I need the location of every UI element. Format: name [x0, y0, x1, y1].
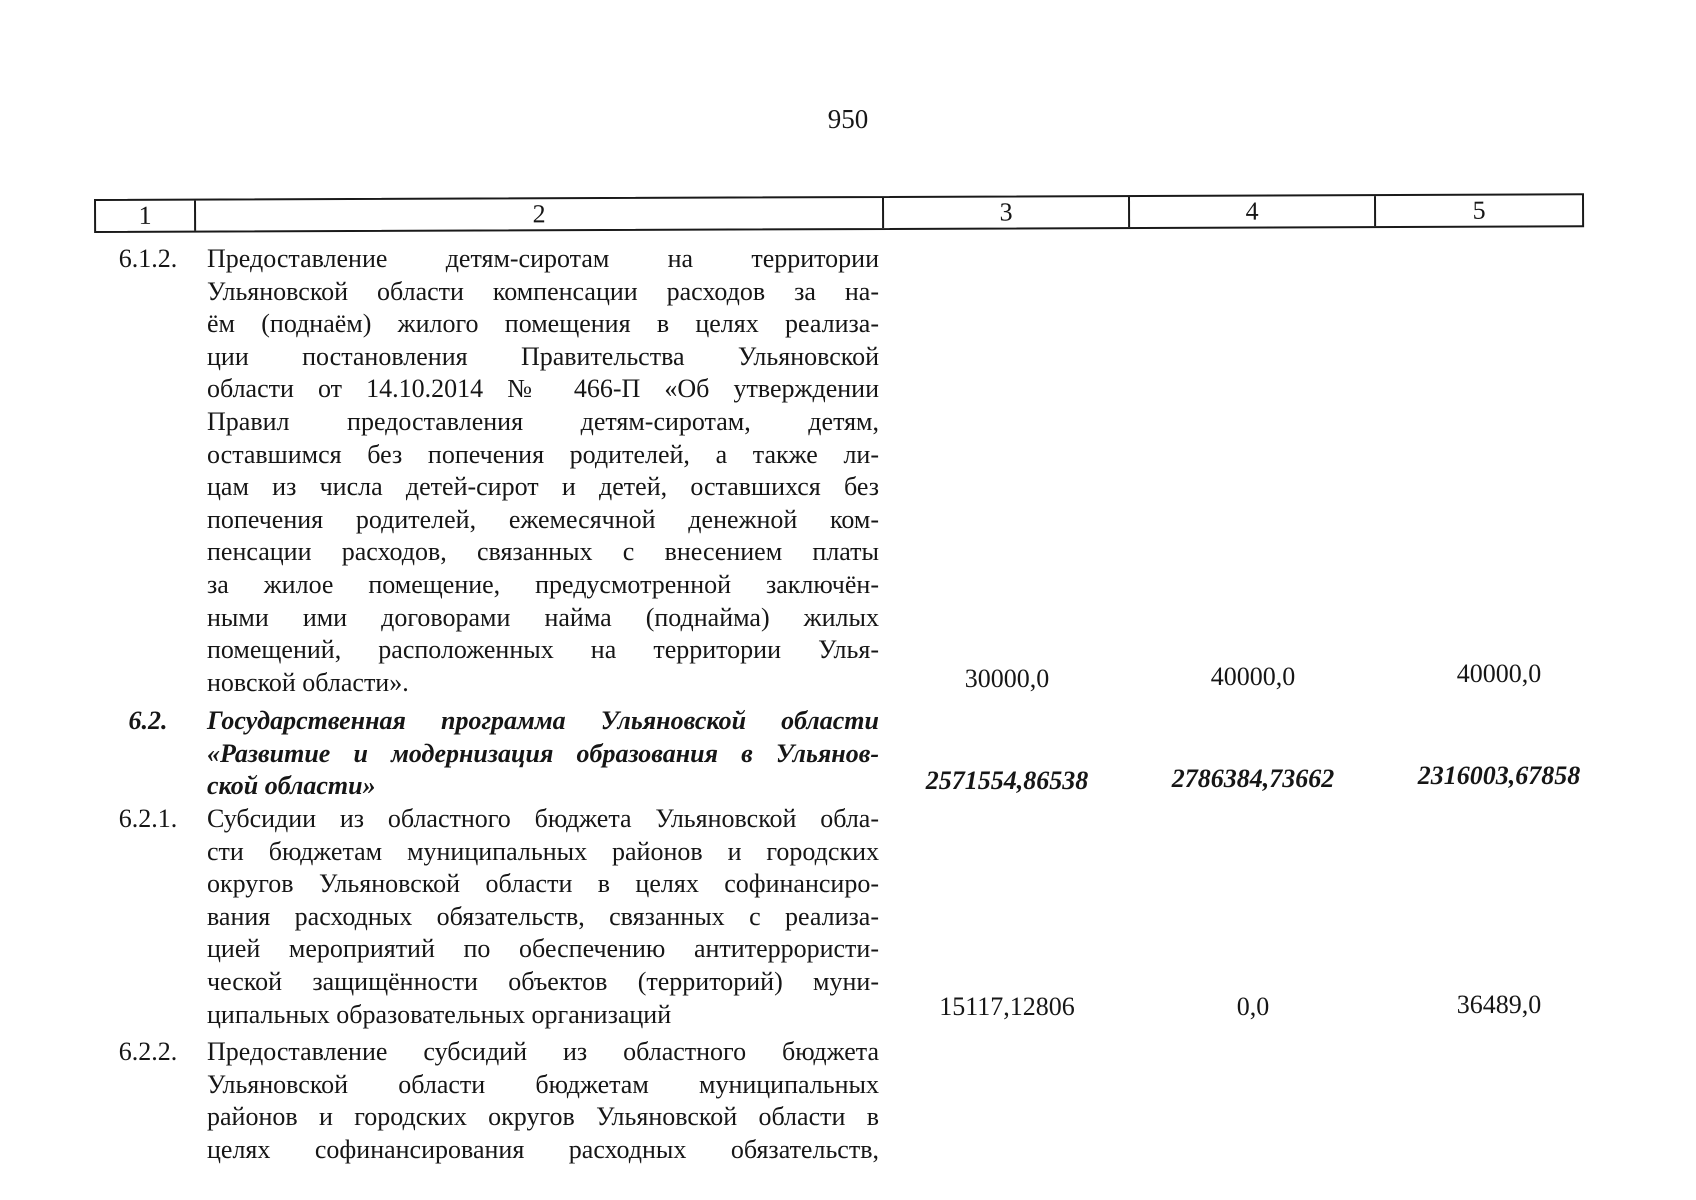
value-col-5: 2316003,67858	[1417, 761, 1581, 790]
page-number: 950	[827, 104, 869, 134]
column-header-4: 4	[1130, 196, 1376, 227]
value-col-4: 40000,0	[1210, 662, 1296, 691]
value-col-3: 15117,12806	[939, 992, 1075, 1021]
description-line: «Развитие и модернизация образования в Ульянов-	[207, 738, 879, 768]
value-col-3: 2571554,86538	[925, 766, 1089, 795]
description-line: области от 14.10.2014 № 466-П «Об утверждении	[207, 374, 879, 404]
row-description	[207, 705, 879, 803]
column-header-5: 5	[1472, 195, 1486, 225]
description-line: сти бюджетам муниципальных районов и городских	[207, 836, 879, 866]
row-description	[207, 243, 879, 699]
column-header-1: 1	[96, 201, 196, 231]
value-col-4: 2786384,73662	[1171, 764, 1335, 793]
description-line: Ульяновской области бюджетам муниципальных	[207, 1069, 879, 1099]
description-line: помещений, расположенных на территории Улья-	[207, 635, 879, 665]
description-line: Государственная программа Ульяновской области	[207, 706, 879, 735]
column-header-2: 2	[196, 198, 884, 231]
value-col-4: 0,0	[1236, 992, 1270, 1021]
description-line: ём (поднаём) жилого помещения в целях реализа-	[207, 309, 879, 339]
table-header-row	[94, 193, 1584, 233]
description-line: ными ими договорами найма (поднайма) жилых	[207, 602, 879, 632]
description-line: Предоставление детям-сиротам на территории	[207, 244, 879, 273]
description-line: оставшимся без попечения родителей, а также ли-	[207, 439, 879, 469]
description-line: ческой защищённости объектов (территорий) муни-	[207, 966, 879, 996]
value-col-3: 30000,0	[964, 664, 1050, 693]
description-line: ской области»	[207, 771, 376, 801]
description-line: округов Ульяновской области в целях софинансиро-	[207, 869, 879, 899]
description-line: Субсидии из областного бюджета Ульяновской обла-	[207, 804, 879, 833]
description-line: Предоставление субсидий из областного бюджета	[207, 1037, 879, 1066]
description-line: Ульяновской области компенсации расходов за на-	[207, 276, 879, 306]
value-col-5: 40000,0	[1456, 659, 1542, 688]
description-line: Правил предоставления детям-сиротам, детям,	[207, 406, 879, 436]
description-line: цам из числа детей-сирот и детей, оставшихся без	[207, 472, 879, 502]
description-line: ции постановления Правительства Ульяновской	[207, 341, 879, 371]
description-line: попечения родителей, ежемесячной денежной ком-	[207, 504, 879, 534]
description-line: за жилое помещение, предусмотренной заключён-	[207, 569, 879, 599]
row-number: 6.1.2.	[118, 244, 178, 273]
row-number: 6.2.	[128, 706, 168, 735]
description-line: цией мероприятий по обеспечению антитеррористи-	[207, 934, 879, 964]
row-number: 6.2.1.	[118, 804, 178, 833]
column-header-3: 3	[884, 197, 1130, 228]
description-line: пенсации расходов, связанных с внесением платы	[207, 537, 879, 567]
description-line: новской области».	[207, 667, 409, 697]
description-line: вания расходных обязательств, связанных с реализа-	[207, 901, 879, 931]
description-line: ципальных образовательных организаций	[207, 999, 672, 1029]
description-line: целях софинансирования расходных обязательств,	[207, 1134, 879, 1164]
description-line: районов и городских округов Ульяновской области в	[207, 1102, 879, 1132]
row-number: 6.2.2.	[118, 1037, 178, 1066]
row-description	[207, 1036, 879, 1166]
value-col-5: 36489,0	[1456, 990, 1542, 1019]
row-description	[207, 803, 879, 1031]
